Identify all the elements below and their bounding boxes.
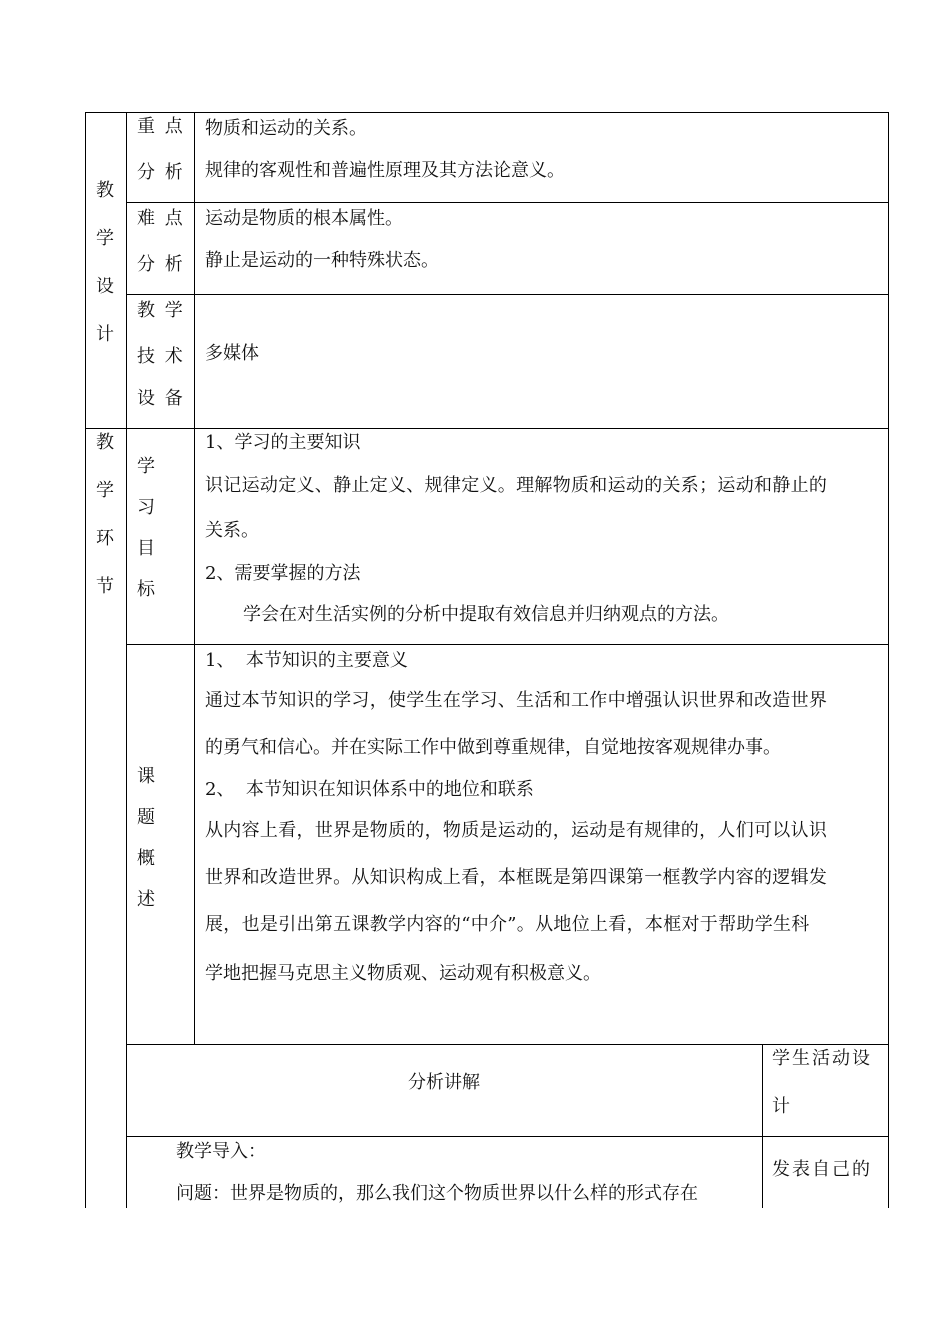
overview-line-3: 的勇气和信心。并在实际工作中做到尊重规律，自觉地按客观规律办事。 xyxy=(205,737,781,758)
row-label-key-points: 重 点 分 析 xyxy=(137,116,185,183)
goals-line-3: 关系。 xyxy=(205,520,259,541)
goals-line-1: 1、学习的主要知识 xyxy=(205,432,361,453)
equipment-text: 多媒体 xyxy=(205,343,259,364)
overview-line-1: 1、 本节知识的主要意义 xyxy=(205,650,408,671)
section-label-design: 教 学 设 计 xyxy=(96,180,114,345)
row-label-learning-goals: 学 习 目 标 xyxy=(137,456,155,600)
overview-line-5: 从内容上看，世界是物质的，物质是运动的，运动是有规律的，人们可以认识 xyxy=(205,820,828,841)
row-label-difficult-points: 难 点 分 析 xyxy=(137,208,185,275)
overview-line-7: 展，也是引出第五课教学内容的“中介”。从地位上看，本框对于帮助学生科 xyxy=(205,914,810,935)
student-cell-text: 发表自己的 xyxy=(772,1159,872,1180)
overview-line-2: 通过本节知识的学习，使学生在学习、生活和工作中增强认识世界和改造世界 xyxy=(205,690,828,711)
section-label-process: 教 学 环 节 xyxy=(96,432,114,597)
row-label-equipment: 教 学 技 术 设 备 xyxy=(137,300,185,409)
row-label-topic-overview: 课 题 概 述 xyxy=(137,766,155,910)
overview-line-4: 2、 本节知识在知识体系中的地位和联系 xyxy=(205,779,534,800)
goals-line-2: 识记运动定义、静止定义、规律定义。理解物质和运动的关系；运动和静止的 xyxy=(205,475,828,496)
key-points-line-2: 规律的客观性和普遍性原理及其方法论意义。 xyxy=(205,160,565,181)
intro-title: 教学导入： xyxy=(176,1141,266,1162)
overview-line-8: 学地把握马克思主义物质观、运动观有积极意义。 xyxy=(205,963,601,984)
difficult-points-line-2: 静止是运动的一种特殊状态。 xyxy=(205,250,439,271)
overview-line-6: 世界和改造世界。从知识构成上看，本框既是第四课第一框教学内容的逻辑发 xyxy=(205,867,828,888)
student-activity-header: 学生活动设 计 xyxy=(772,1048,872,1117)
key-points-line-1: 物质和运动的关系。 xyxy=(205,118,367,139)
goals-line-4: 2、需要掌握的方法 xyxy=(205,563,361,584)
intro-question: 问题：世界是物质的，那么我们这个物质世界以什么样的形式存在 xyxy=(176,1183,698,1204)
analysis-header: 分析讲解 xyxy=(408,1072,480,1093)
goals-line-5: 学会在对生活实例的分析中提取有效信息并归纳观点的方法。 xyxy=(243,604,729,625)
difficult-points-line-1: 运动是物质的根本属性。 xyxy=(205,208,403,229)
